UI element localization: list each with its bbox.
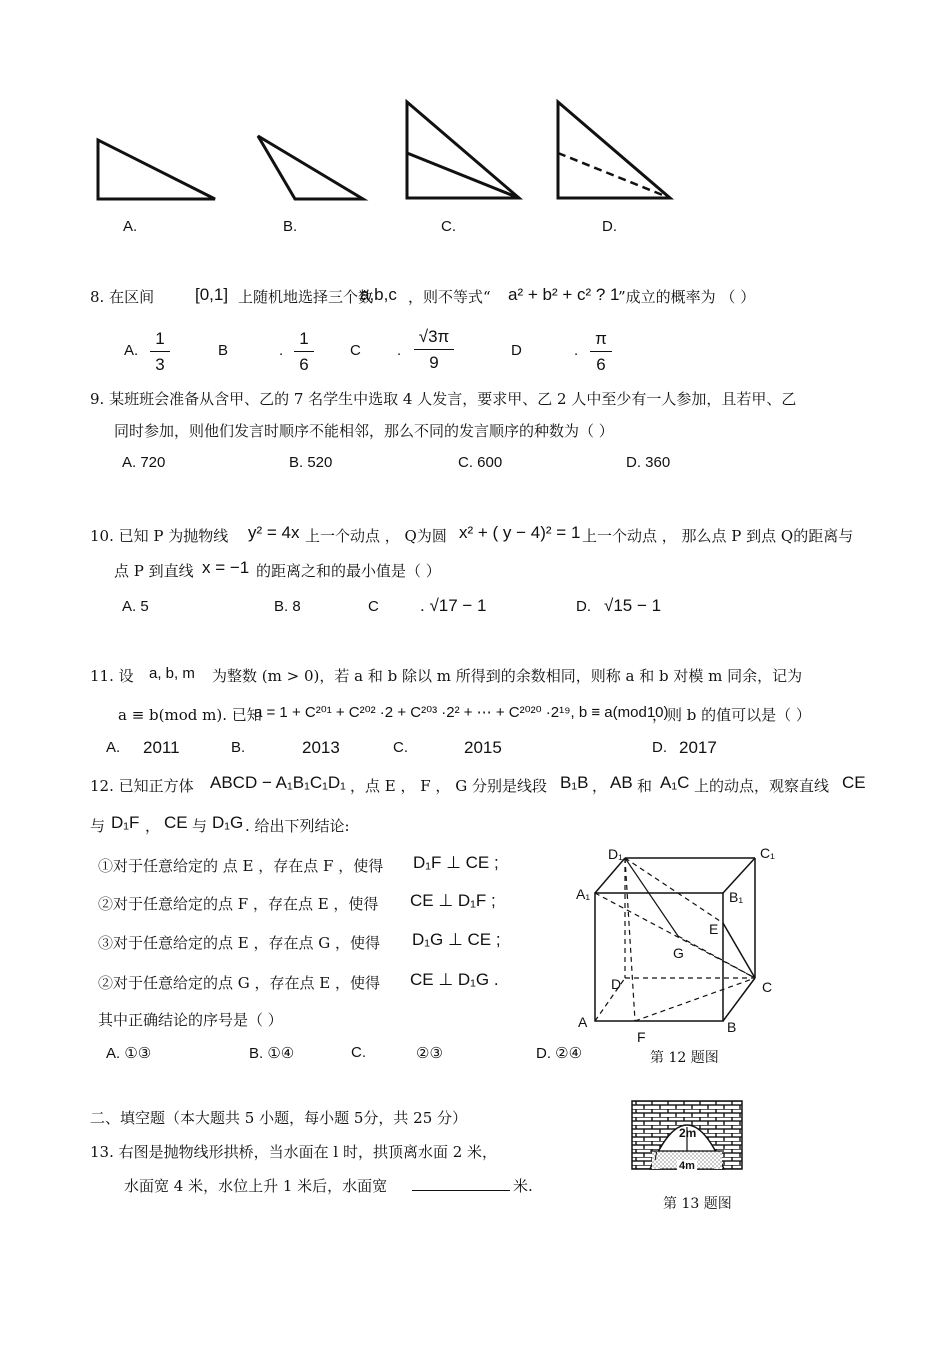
q12-statement-2: ②对于任意给定的点 F ，存在点 E ，使得 — [98, 895, 379, 913]
q11-option-b[interactable]: B. — [231, 739, 246, 756]
q10-line-1a: 10. 已知 P 为抛物线 — [90, 527, 229, 545]
q12-statement-3: ③对于任意给定的点 E ，存在点 G ，使得 — [98, 934, 381, 952]
q9-line-1: 9. 某班班会准备从含甲、乙的 7 名学生中选取 4 人发言，要求甲、乙 2 人中至少有一人参加，且若甲、乙 — [90, 390, 797, 408]
q11-option-c-value: 2015 — [464, 738, 502, 757]
q12-line-1b: ，点 E ， F ， G 分别是线段 — [350, 777, 547, 795]
q7-option-a[interactable]: A. — [123, 218, 138, 235]
q8-interval: [0,1] — [195, 285, 229, 304]
q8-stem-post: ”成立的概率为 （ ） — [618, 288, 756, 306]
q10-line-2a: 点 P 到直线 — [114, 562, 194, 580]
q11-option-a[interactable]: A. — [106, 739, 121, 756]
q8-option-c-fraction: $\frac{√3\pi}{9}$ — [414, 327, 454, 373]
q12-line-2d: . 给出下列结论: — [245, 817, 350, 835]
q12-label-b: B — [727, 1019, 737, 1035]
q12-label-c1: C₁ — [760, 845, 775, 861]
q8-stem-pre: 8. 在区间 — [90, 288, 155, 306]
q11-line-2a: a ≡ b(mod m). 已知 — [118, 706, 262, 724]
q12-statement-4: ②对于任意给定的点 G ，存在点 E ，使得 — [98, 974, 381, 992]
q11-option-d[interactable]: D. — [652, 739, 667, 756]
q7-figure-c — [403, 98, 528, 208]
q10-line-1b: 上一个动点 ， Q为圆 — [305, 527, 447, 545]
q12-d1f: D₁F — [111, 813, 140, 832]
q13-label-water-level: l — [654, 1149, 658, 1163]
q10-option-c-value: . √17 − 1 — [420, 596, 487, 615]
q10-option-d[interactable]: D. — [576, 598, 591, 615]
q8-option-d-fraction: $\frac{\pi}{6}$ — [590, 329, 612, 375]
q8-option-b-dot: . — [279, 342, 284, 359]
q10-circle: x² + ( y − 4)² = 1 — [459, 523, 581, 542]
q10-option-d-value: √15 − 1 — [604, 596, 662, 615]
q12-line-2b: ， — [145, 817, 161, 835]
q12-option-d[interactable]: D. ②④ — [536, 1045, 583, 1062]
q12-option-b[interactable]: B. ①④ — [249, 1045, 295, 1062]
q12-label-a1: A₁ — [576, 886, 591, 902]
q12-segment-ab: AB — [610, 773, 633, 792]
q12-label-d: D — [611, 976, 622, 992]
q11-line-1a: 11. 设 — [90, 667, 134, 685]
q12-sep-2: 和 — [637, 777, 653, 795]
q12-line-2c: 与 — [192, 817, 208, 835]
q12-figure-caption: 第 12 题图 — [650, 1050, 719, 1066]
q12-cube-figure — [590, 848, 820, 1048]
q12-statement-1: ①对于任意给定的 点 E ，存在点 F ，使得 — [98, 857, 384, 875]
q11-option-d-value: 2017 — [679, 738, 717, 757]
q8-option-c-dot: . — [397, 342, 402, 359]
q10-parabola: y² = 4x — [248, 523, 300, 542]
q11-option-a-value: 2011 — [143, 738, 180, 757]
q11-option-c[interactable]: C. — [393, 739, 408, 756]
q11-expression: a = 1 + C²⁰¹ + C²⁰² ·2 + C²⁰³ ·2² + ⋯ + C²⁰²⁰ ·2¹⁹, b ≡ a(mod10) — [254, 704, 669, 721]
q10-line-2b: 的距离之和的最小值是（ ） — [256, 562, 441, 580]
q13-figure-caption: 第 13 题图 — [663, 1196, 732, 1212]
q8-option-b-fraction: $\frac{1}{6}$ — [294, 329, 314, 375]
q12-segment-b1b: B₁B — [560, 773, 589, 792]
q8-stem-mid: 上随机地选择三个数 — [238, 288, 374, 306]
q12-label-b1: B₁ — [729, 889, 744, 905]
q12-label-c: C — [762, 979, 773, 995]
q8-inequality: a² + b² + c² ? 1 — [508, 285, 620, 304]
q8-vars: a,b,c — [360, 285, 397, 304]
q8-option-d[interactable]: D — [511, 342, 522, 359]
q11-vars: a, b, m — [149, 665, 195, 682]
q12-label-g: G — [673, 945, 684, 961]
q12-ask: 其中正确结论的序号是（ ） — [98, 1011, 283, 1029]
q8-stem-mid2: ，则不等式“ — [408, 288, 491, 306]
q12-label-e: E — [709, 921, 719, 937]
q8-option-d-dot: . — [574, 342, 579, 359]
q9-option-a[interactable]: A. 720 — [122, 454, 166, 471]
q13-line-2: 水面宽 4 米，水位上升 1 米后，水面宽 — [124, 1177, 388, 1195]
q12-label-a: A — [578, 1014, 588, 1030]
q7-option-c[interactable]: C. — [441, 218, 456, 235]
q12-statement-2-expr: CE ⊥ D₁F ; — [410, 891, 496, 910]
q12-statement-3-expr: D₁G ⊥ CE ; — [412, 930, 501, 949]
q11-line-1b: 为整数 (m > 0)，若 a 和 b 除以 m 所得到的余数相同，则称 a 和 b 对模 m 同余，记为 — [212, 667, 803, 685]
q9-option-c[interactable]: C. 600 — [458, 454, 503, 471]
q8-option-b[interactable]: B — [218, 342, 229, 359]
q12-label-f: F — [637, 1029, 646, 1045]
q10-option-c[interactable]: C — [368, 598, 379, 615]
q13-unit: 米. — [513, 1177, 533, 1195]
q12-option-a[interactable]: A. ①③ — [106, 1045, 152, 1062]
q7-figure-b — [255, 133, 375, 203]
q12-ce-2: CE — [164, 813, 188, 832]
q9-option-d[interactable]: D. 360 — [626, 454, 671, 471]
q9-option-b[interactable]: B. 520 — [289, 454, 333, 471]
q13-line-1: 13. 右图是抛物线形拱桥，当水面在 l 时，拱顶离水面 2 米， — [90, 1143, 498, 1161]
q12-line-2a: 与 — [90, 817, 106, 835]
q7-option-b[interactable]: B. — [283, 218, 298, 235]
q12-statement-1-expr: D₁F ⊥ CE ; — [413, 853, 499, 872]
q11-line-2b: ，则 b 的值可以是（ ） — [652, 706, 811, 724]
q12-segment-a1c: A₁C — [660, 773, 690, 792]
q12-cube: ABCD − A₁B₁C₁D₁ — [210, 773, 346, 792]
section-2-title: 二、填空题（本大题共 5 小题，每小题 5分，共 25 分） — [90, 1109, 468, 1127]
q12-d1g: D₁G — [212, 813, 244, 832]
q10-option-a[interactable]: A. 5 — [122, 598, 149, 615]
q9-line-2: 同时参加，则他们发言时顺序不能相邻，那么不同的发言顺序的种数为（ ） — [114, 422, 614, 440]
q13-label-height: 2m — [679, 1126, 697, 1140]
q13-answer-blank[interactable] — [412, 1190, 510, 1191]
q7-option-d[interactable]: D. — [602, 218, 617, 235]
q8-option-c[interactable]: C — [350, 342, 361, 359]
q8-option-a[interactable]: A. — [124, 342, 139, 359]
q12-line-1a: 12. 已知正方体 — [90, 777, 194, 795]
q10-line-eq: x = −1 — [202, 558, 250, 577]
q7-figure-d — [554, 98, 679, 208]
q12-statement-4-expr: CE ⊥ D₁G . — [410, 970, 499, 989]
q12-ce: CE — [842, 773, 866, 792]
q8-option-a-fraction: $\frac{1}{3}$ — [150, 329, 170, 375]
q11-option-b-value: 2013 — [302, 738, 340, 757]
q10-line-1c: 上一个动点 ， 那么点 P 到点 Q的距离与 — [582, 527, 854, 545]
q13-label-width: 4m — [679, 1160, 695, 1172]
q12-label-d1: D₁ — [608, 846, 623, 862]
q12-line-1c: 上的动点，观察直线 — [694, 777, 830, 795]
q12-option-c-value: ②③ — [416, 1045, 443, 1062]
q10-option-b[interactable]: B. 8 — [274, 598, 301, 615]
q7-figure-a — [95, 137, 225, 207]
q12-sep-1: ， — [592, 777, 608, 795]
q12-option-c[interactable]: C. — [351, 1044, 366, 1061]
